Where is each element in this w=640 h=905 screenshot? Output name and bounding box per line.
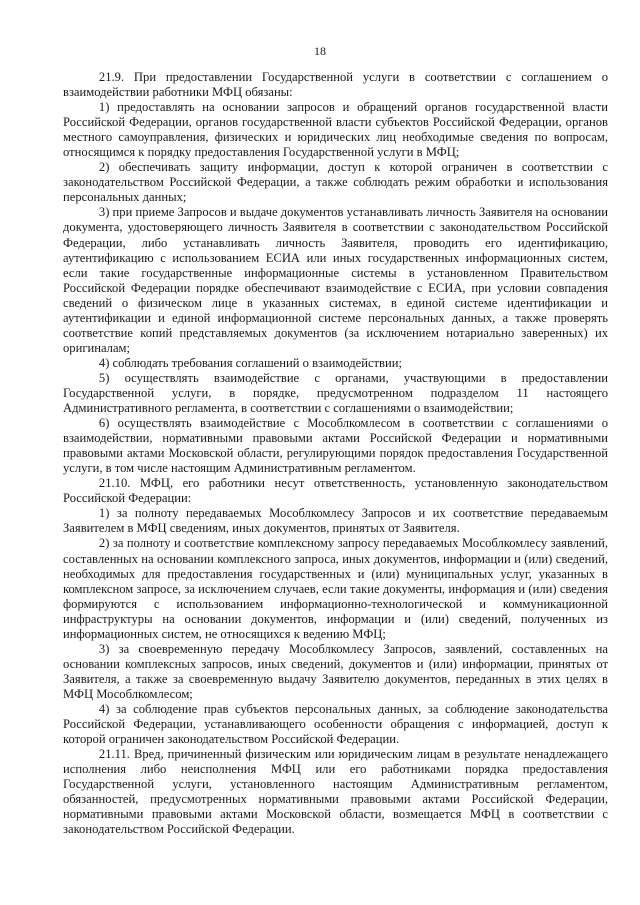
list-item-2: 2) обеспечивать защиту информации, доступ к которой ограничен в соответствии с законодательством Российской Федерации, а также соблюдать режим обработки и использования персональных данных; — [63, 160, 608, 205]
list-item-4: 4) соблюдать требования соглашений о взаимодействии; — [98, 355, 402, 370]
list-item-1: 1) предоставлять на основании запросов и обращений органов государственной власти Российской Федерации, органов государственной власти субъектов Российской Федерации, органов местного самоуправления, физических и юридических лиц необходимые сведения по вопросам, относящимся к порядку предоставления Государственной услуги в МФЦ; — [63, 100, 608, 160]
paragraph-21-9: 21.9. При предоставлении Государственной услуги в соответствии с соглашением о взаимодействии работники МФЦ обязаны: — [63, 70, 608, 100]
list-item-2: 2) за полноту и соответствие комплексному запросу передаваемых Мособлкомлесу заявлений, составленных на основании комплексного запроса, иных документов, информации и (или) сведений, необходимых для предоставления государственных и (или) муниципальных услуг, указанных в комплексном запросе, за исключением случаев, если такие документы, информация и (или) сведения формируются с использованием информационно-технологической и коммуникационной инфраструктуры на основании документов, информации и (или) сведений, полученных из информационных систем, не относящихся к ведению МФЦ; — [63, 536, 608, 641]
page-number: 18 — [314, 44, 326, 58]
paragraph-21-11: 21.11. Вред, причиненный физическим или юридическим лицам в результате ненадлежащего исполнения либо неисполнения МФЦ или его работниками порядка предоставления Государственной услуги, установленного настоящим Административным регламентом, обязанностей, предусмотренных нормативными правовыми актами Российской Федерации, нормативными правовыми актами Московской области, возмещается МФЦ в соответствии с законодательством Российской Федерации. — [63, 747, 608, 837]
list-item-6: 6) осуществлять взаимодействие с Мособлкомлесом в соответствии с соглашениями о взаимодействии, нормативными правовыми актами Российской Федерации и нормативными правовыми актами Московской области, регулирующими порядок предоставления Государственной услуги, в том числе настоящим Административным регламентом. — [63, 416, 608, 476]
document-body — [63, 70, 608, 837]
list-item-5: 5) осуществлять взаимодействие с органами, участвующими в предоставлении Государственной услуги, в порядке, предусмотренном подразделом 11 настоящего Административного регламента, в соответствии с соглашениями о взаимодействии; — [63, 370, 608, 416]
list-item-3: 3) при приеме Запросов и выдаче документов устанавливать личность Заявителя на основании документа, удостоверяющего личность Заявителя в соответствии с законодательством Российской Федерации, либо устанавливать личность Заявителя, проводить его идентификацию, аутентификацию с использованием ЕСИА или иных государственных информационных систем, если такие государственные информационные системы в установленном Правительством Российской Федерации порядке обеспечивают взаимодействие с ЕСИА, при условии совпадения сведений о физическом лице в указанных системах, в единой системе идентификации и аутентификации и единой информационной системе персональных данных, а также проверять соответствие копий представляемых документов (за исключением нотариально заверенных) их оригиналам; — [63, 205, 608, 355]
list-item-1: 1) за полноту передаваемых Мособлкомлесу Запросов и их соответствие передаваемым Заявителем в МФЦ сведениям, иных документов, принятых от Заявителя. — [63, 506, 608, 536]
list-item-4: 4) за соблюдение прав субъектов персональных данных, за соблюдение законодательства Российской Федерации, устанавливающего особенности обращения с информацией, доступ к которой ограничен законодательством Российской Федерации. — [63, 701, 608, 747]
list-item-3: 3) за своевременную передачу Мособлкомлесу Запросов, заявлений, составленных на основании комплексных запросов, иных сведений, документов и (или) информации, принятых от Заявителя, а также за своевременную выдачу Заявителю документов, переданных в этих целях в МФЦ Мособлкомлесом; — [63, 641, 608, 701]
paragraph-21-10: 21.10. МФЦ, его работники несут ответственность, установленную законодательством Российской Федерации: — [63, 476, 608, 506]
